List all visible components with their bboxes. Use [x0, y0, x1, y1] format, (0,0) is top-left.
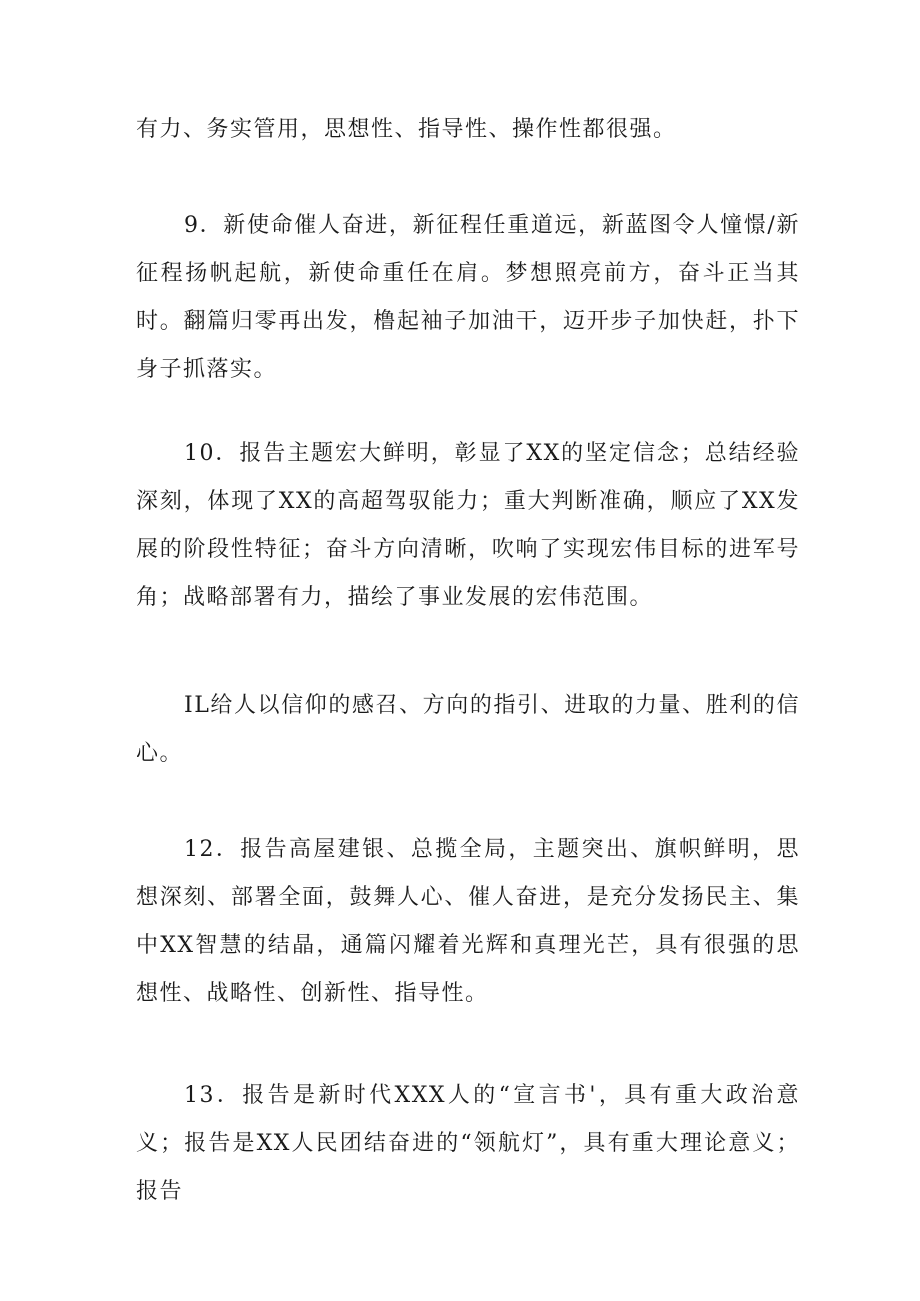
- paragraph-item-10: 10．报告主题宏大鲜明，彰显了XX的坚定信念；总结经验深刻，体现了XX的高超驾驭能力；重大判断准确，顺应了XX发展的阶段性特征；奋斗方向清晰，吹响了实现宏伟目标的进军号角；战略部署有力，描绘了事业发展的宏伟范围。: [136, 441, 800, 610]
- paragraph-item-11: IL给人以信仰的感召、方向的指引、进取的力量、胜利的信心。: [136, 693, 800, 766]
- paragraph-item-12: 12．报告高屋建银、总揽全局，主题突出、旗帜鲜明，思想深刻、部署全面，鼓舞人心、催人奋进，是充分发扬民主、集中XX智慧的结晶，通篇闪耀着光辉和真理光芒，具有很强的思想性、战略性、创新性、指导性。: [136, 837, 800, 1006]
- paragraph-item-13: 13．报告是新时代XXX人的“宣言书'，具有重大政治意义；报告是XX人民团结奋进的“领航灯”，具有重大理论意义；报告: [136, 1083, 800, 1204]
- paragraph-continuation: 有力、务实管用，思想性、指导性、操作性都很强。: [136, 117, 677, 142]
- paragraph-item-9: 9．新使命催人奋进，新征程任重道远，新蓝图令人憧憬/新征程扬帆起航，新使命重任在肩。梦想照亮前方，奋斗正当其时。翻篇归零再出发，橹起袖子加油干，迈开步子加快赶，扑下身子抓落实。: [136, 213, 800, 382]
